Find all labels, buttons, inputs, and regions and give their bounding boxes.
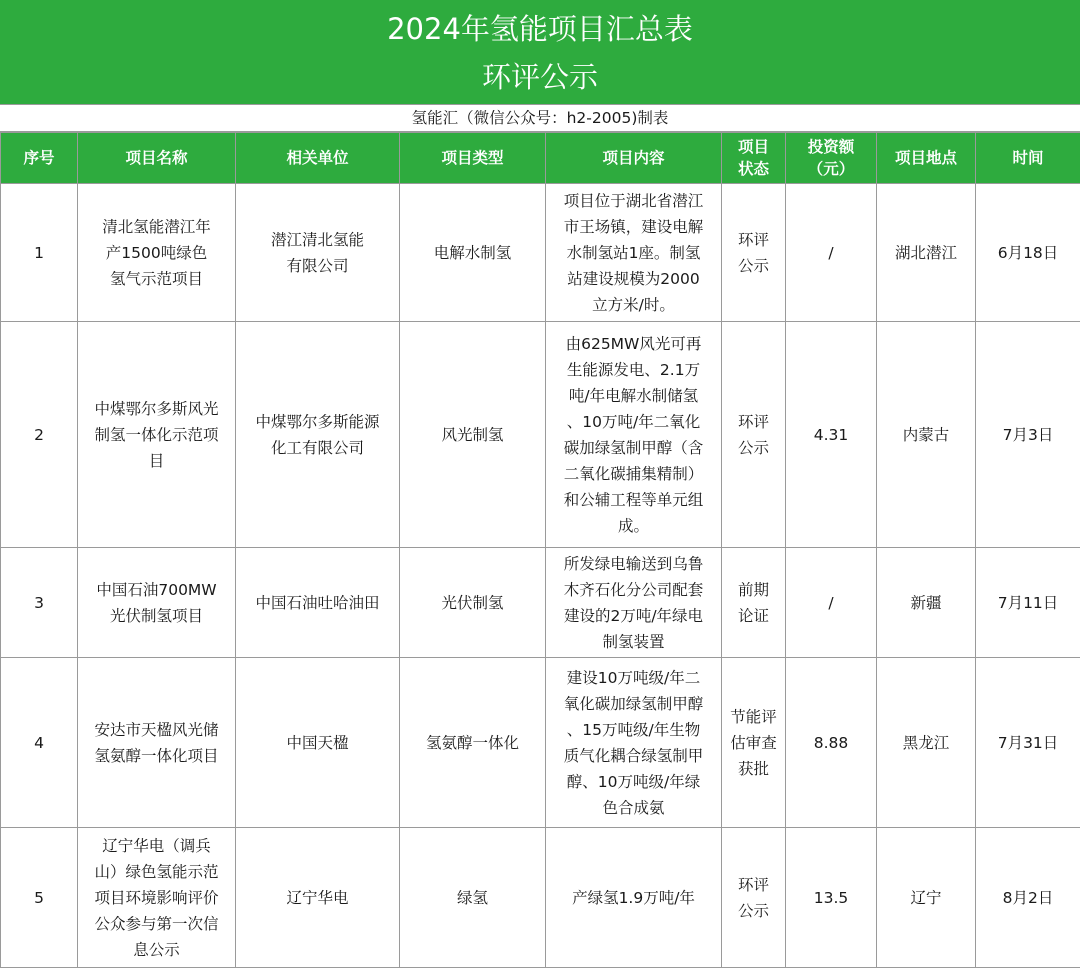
- title-banner: [0, 0, 1080, 105]
- cell-type: [400, 322, 546, 548]
- cell-no: 1: [1, 184, 78, 322]
- cell-content-line: 醇、10万吨级/年绿: [566, 772, 701, 791]
- cell-content: [546, 658, 722, 828]
- cell-content-line: 、15万吨级/年生物: [566, 720, 701, 739]
- header-company: 相关单位: [236, 133, 400, 184]
- cell-name-line: 息公示: [133, 940, 180, 959]
- cell-type-line: 光伏制氢: [441, 593, 504, 612]
- cell-name-line: 氢氨醇一体化项目: [94, 746, 219, 765]
- header-no: 序号: [1, 133, 78, 184]
- cell-time: 7月11日: [976, 548, 1080, 658]
- cell-location: 内蒙古: [877, 322, 976, 548]
- table-row: [1, 548, 1080, 658]
- sheet-subtitle: 环评公示: [481, 60, 598, 94]
- header-invest-line1: 投资额: [807, 138, 855, 156]
- cell-invest: /: [786, 548, 877, 658]
- header-name: 项目名称: [78, 133, 236, 184]
- cell-no: 5: [1, 828, 78, 968]
- cell-company-line: 中国石油吐哈油田: [255, 593, 380, 612]
- cell-status: [722, 828, 786, 968]
- cell-time: 7月31日: [976, 658, 1080, 828]
- cell-time: 6月18日: [976, 184, 1080, 322]
- cell-status-line: 论证: [737, 606, 769, 625]
- cell-content-line: 、10万吨/年二氧化: [566, 412, 701, 431]
- cell-content-line: 色合成氨: [602, 798, 665, 817]
- cell-status-line: 公示: [737, 256, 769, 275]
- cell-location: 湖北潜江: [877, 184, 976, 322]
- cell-company-line: 中国天楹: [286, 733, 349, 752]
- cell-name-line: 光伏制氢项目: [109, 606, 203, 625]
- cell-content-line: 市王场镇，建设电解: [563, 217, 704, 236]
- header-invest-line2: （元）: [807, 160, 855, 178]
- project-table: [0, 132, 1080, 968]
- cell-company: [236, 548, 400, 658]
- cell-content-line: 由625MW风光可再: [565, 334, 702, 353]
- cell-content-line: 二氧化碳捕集精制）: [563, 464, 704, 483]
- cell-content-line: 氧化碳加绿氢制甲醇: [563, 694, 704, 713]
- cell-status-line: 公示: [737, 901, 769, 920]
- cell-company: [236, 658, 400, 828]
- cell-invest: 4.31: [786, 322, 877, 548]
- header-location: 项目地点: [877, 133, 976, 184]
- cell-name-line: 项目环境影响评价: [94, 888, 219, 907]
- cell-content-line: 制氢装置: [602, 632, 665, 651]
- cell-no: 3: [1, 548, 78, 658]
- cell-location: 新疆: [877, 548, 976, 658]
- cell-time: 8月2日: [976, 828, 1080, 968]
- cell-status-line: 前期: [737, 580, 769, 599]
- cell-content-line: 站建设规模为2000: [567, 269, 700, 288]
- cell-name-line: 目: [148, 451, 165, 470]
- cell-status: [722, 548, 786, 658]
- cell-name: [78, 322, 236, 548]
- cell-name: [78, 184, 236, 322]
- cell-status-line: 获批: [737, 759, 769, 778]
- header-time: 时间: [976, 133, 1080, 184]
- cell-name-line: 中煤鄂尔多斯风光: [94, 399, 219, 418]
- sheet-title: 2024年氢能项目汇总表: [387, 12, 693, 46]
- table-row: [1, 828, 1080, 968]
- cell-invest: /: [786, 184, 877, 322]
- header-type: 项目类型: [400, 133, 546, 184]
- cell-name-line: 产1500吨绿色: [105, 243, 208, 262]
- cell-type-line: 氢氨醇一体化: [425, 733, 519, 752]
- cell-name-line: 安达市天楹风光储: [94, 720, 219, 739]
- cell-name: [78, 828, 236, 968]
- cell-content-line: 质气化耦合绿氢制甲: [563, 746, 704, 765]
- cell-company-line: 化工有限公司: [270, 438, 364, 457]
- header-content: 项目内容: [546, 133, 722, 184]
- cell-name-line: 辽宁华电（调兵: [102, 836, 211, 855]
- cell-type: [400, 184, 546, 322]
- cell-name: [78, 548, 236, 658]
- cell-type: [400, 828, 546, 968]
- cell-type-line: 电解水制氢: [433, 243, 512, 262]
- cell-content-line: 成。: [617, 516, 649, 535]
- cell-content-line: 吨/年电解水制储氢: [568, 386, 699, 405]
- cell-no: 2: [1, 322, 78, 548]
- cell-content-line: 项目位于湖北省潜江: [563, 191, 704, 210]
- table-row: [1, 658, 1080, 828]
- cell-content-line: 建设的2万吨/年绿电: [563, 606, 704, 625]
- header-invest: [786, 133, 877, 184]
- cell-content-line: 建设10万吨级/年二: [566, 668, 701, 687]
- cell-invest: 13.5: [786, 828, 877, 968]
- cell-content-line: 碳加绿氢制甲醇（含: [563, 438, 704, 457]
- cell-name-line: 山）绿色氢能示范: [94, 862, 219, 881]
- header-row: [1, 133, 1080, 184]
- cell-name-line: 清北氢能潜江年: [102, 217, 211, 236]
- cell-content-line: 木齐石化分公司配套: [563, 580, 704, 599]
- cell-type: [400, 548, 546, 658]
- cell-time: 7月3日: [976, 322, 1080, 548]
- cell-company-line: 中煤鄂尔多斯能源: [255, 412, 380, 431]
- cell-no: 4: [1, 658, 78, 828]
- credit-line: 氢能汇（微信公众号：h2-2005)制表: [0, 105, 1080, 132]
- table-row: [1, 322, 1080, 548]
- cell-invest: 8.88: [786, 658, 877, 828]
- cell-status: [722, 322, 786, 548]
- cell-location: 黑龙江: [877, 658, 976, 828]
- cell-content-line: 水制氢站1座。制氢: [566, 243, 701, 262]
- cell-status-line: 公示: [737, 438, 769, 457]
- cell-company: [236, 828, 400, 968]
- cell-content-line: 立方米/时。: [592, 295, 675, 314]
- table-row: [1, 184, 1080, 322]
- cell-content-line: 生能源发电、2.1万: [566, 360, 701, 379]
- cell-status-line: 节能评: [730, 707, 777, 726]
- cell-company: [236, 322, 400, 548]
- cell-name: [78, 658, 236, 828]
- cell-content: [546, 322, 722, 548]
- cell-status: [722, 658, 786, 828]
- cell-name-line: 公众参与第一次信: [94, 914, 219, 933]
- cell-content-line: 和公辅工程等单元组: [563, 490, 704, 509]
- cell-status: [722, 184, 786, 322]
- cell-status-line: 环评: [737, 230, 769, 249]
- header-status-line1: 项目: [737, 138, 769, 156]
- cell-company: [236, 184, 400, 322]
- cell-status-line: 环评: [737, 875, 769, 894]
- cell-content-line: 所发绿电输送到乌鲁: [563, 554, 704, 573]
- cell-company-line: 潜江清北氢能: [270, 230, 364, 249]
- cell-status-line: 环评: [737, 412, 769, 431]
- header-status: [722, 133, 786, 184]
- cell-content-line: 产绿氢1.9万吨/年: [572, 888, 695, 907]
- cell-company-line: 辽宁华电: [286, 888, 349, 907]
- header-status-line2: 状态: [737, 160, 769, 178]
- cell-content: [546, 548, 722, 658]
- cell-content: [546, 184, 722, 322]
- cell-type: [400, 658, 546, 828]
- cell-status-line: 估审查: [730, 733, 777, 752]
- cell-company-line: 有限公司: [286, 256, 349, 275]
- cell-location: 辽宁: [877, 828, 976, 968]
- cell-name-line: 制氢一体化示范项: [94, 425, 219, 444]
- cell-content: [546, 828, 722, 968]
- cell-name-line: 氢气示范项目: [109, 269, 203, 288]
- cell-name-line: 中国石油700MW: [96, 580, 217, 599]
- cell-type-line: 绿氢: [456, 888, 488, 907]
- cell-type-line: 风光制氢: [441, 425, 504, 444]
